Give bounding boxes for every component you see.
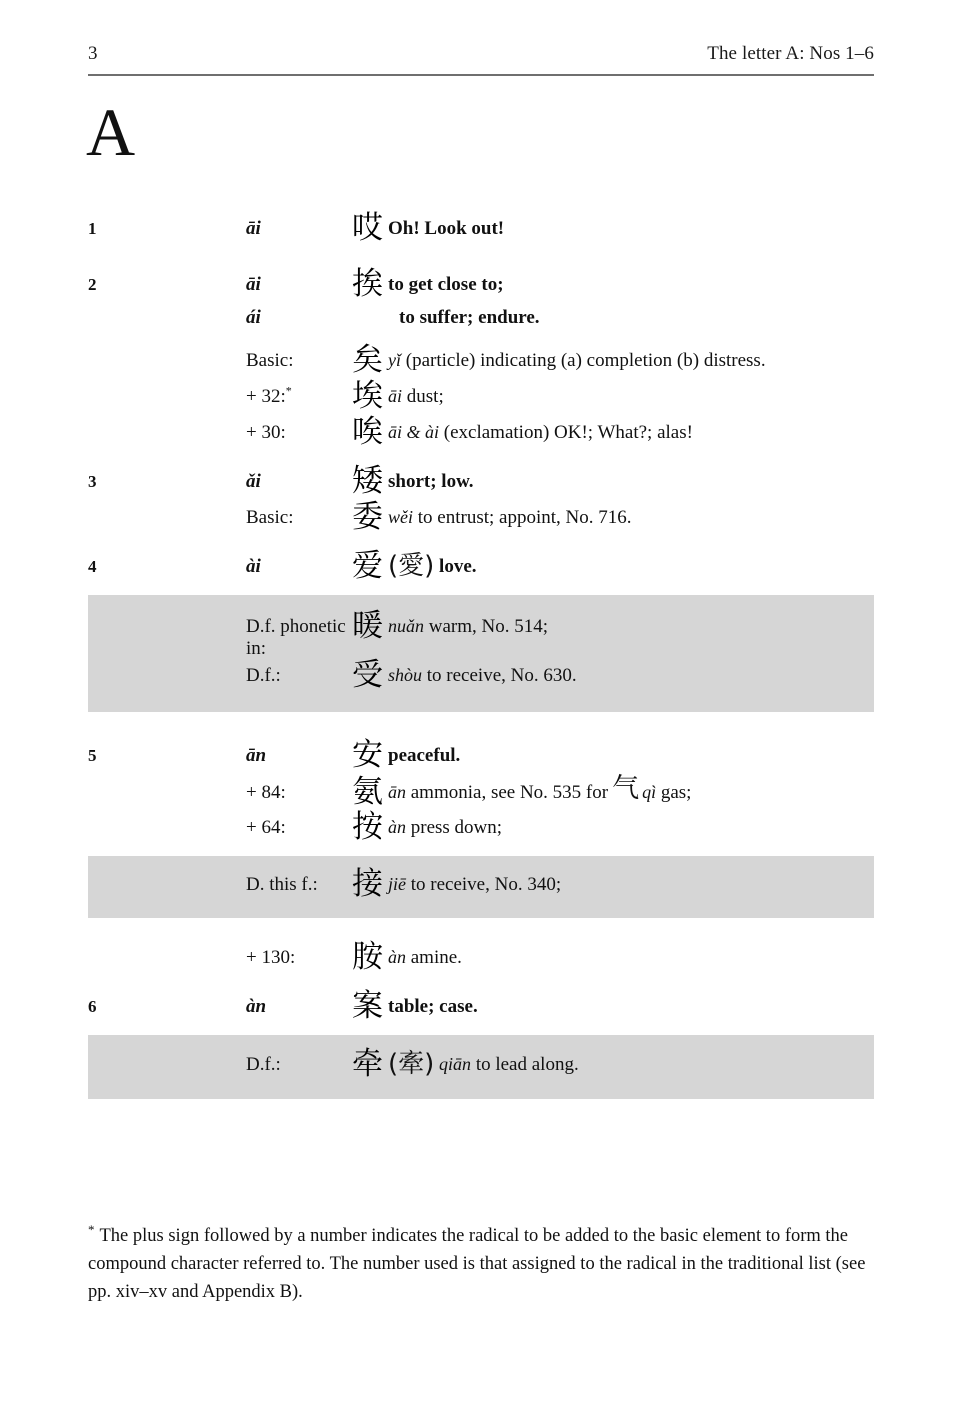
entry-5 [88, 737, 874, 848]
subrow-df [88, 657, 874, 696]
entry-gloss: table; case. [388, 996, 478, 1017]
footnote [88, 1222, 878, 1306]
han-character: 接 [352, 866, 383, 902]
subrow-gloss-text: to entrust; appoint, No. 716. [417, 507, 632, 528]
han-character: 埃 [352, 378, 383, 414]
spacer [0, 538, 960, 551]
entry-row [88, 463, 874, 502]
subrow-df-phonetic [88, 608, 874, 660]
han-character: 案 [352, 988, 383, 1024]
entry-row [88, 548, 874, 587]
subrow-pinyin: ān [388, 782, 406, 802]
shaded-note-block-2 [88, 856, 874, 918]
entry-definition [352, 210, 874, 246]
han-character: 哎 [352, 210, 383, 246]
subrow-definition [352, 414, 874, 450]
entry-definition [352, 463, 874, 499]
subrow-label: + 64: [246, 817, 286, 838]
footnote-marker-icon: * [285, 383, 292, 398]
spacer [0, 453, 960, 466]
entry-pinyin: àn [246, 996, 267, 1017]
subrow-radical-30 [88, 414, 874, 453]
footnote-text: The plus sign followed by a number indicates the radical to be added to the basic element to form the compound character referred to. The number used is that assigned to the radical in the traditional list (see pp. xiv–xv and Appendix B). [88, 1226, 866, 1302]
entry-number: 1 [88, 219, 97, 238]
subrow-gloss-text: to receive, No. 630. [426, 665, 577, 686]
subrow-gloss-before: ammonia, see No. 535 for [410, 782, 609, 803]
spacer [0, 732, 960, 740]
subrow-radical-84 [88, 773, 874, 812]
subrow-label: + 30: [246, 422, 286, 443]
entry-gloss: love. [439, 556, 477, 577]
han-traditional-variant: (牽) [388, 1049, 435, 1079]
spacer [0, 918, 960, 938]
han-character: 受 [352, 657, 383, 693]
han-character: 矮 [352, 463, 383, 499]
entry-row [88, 210, 874, 249]
subrow-pinyin: shòu [388, 665, 423, 685]
han-character: 按 [352, 809, 383, 845]
entry-number: 6 [88, 997, 97, 1016]
subrow-gloss-after: gas; [660, 782, 692, 803]
subrow-pinyin: jiē [388, 874, 406, 894]
subrow-radical-130 [88, 939, 874, 978]
subrow-pinyin: nuǎn [388, 616, 424, 636]
entry-5-subrow-130 [88, 939, 874, 978]
entry-pinyin: ài [246, 556, 261, 577]
subrow-gloss-text: (particle) indicating (a) completion (b) distress. [405, 350, 766, 371]
entry-pinyin: āi [246, 218, 261, 239]
entry-pinyin-alt: ái [246, 307, 261, 328]
han-character: 矣 [352, 342, 383, 378]
subrow-definition [352, 342, 874, 378]
subrow-label: + 130: [246, 947, 296, 968]
subrow-label: D.f. phonetic in: [246, 616, 346, 659]
subrow-pinyin: qiān [439, 1054, 472, 1074]
entry-row [88, 266, 874, 305]
entry-definition [352, 737, 874, 773]
han-character: 安 [352, 737, 383, 773]
entry-gloss: short; low. [388, 471, 474, 492]
entry-6 [88, 988, 874, 1027]
han-character: 牵 [352, 1046, 383, 1082]
subrow-d-this-f [88, 866, 874, 905]
spacer [0, 249, 960, 269]
shaded-note-block-1 [88, 595, 874, 712]
entry-row-continued [88, 305, 874, 337]
entry-gloss: Oh! Look out! [388, 218, 505, 239]
subrow-gloss-text: to lead along. [475, 1054, 579, 1075]
subrow-definition [352, 939, 874, 975]
han-character: 暖 [352, 608, 383, 644]
spacer [0, 587, 960, 595]
subrow-basic [88, 342, 874, 381]
han-character: 爱 [352, 548, 383, 584]
han-character-inline: 气 [612, 773, 640, 804]
entry-definition-alt [352, 305, 874, 331]
han-character: 氨 [352, 774, 383, 810]
entry-2 [88, 266, 874, 337]
subrow-gloss-text: press down; [410, 817, 503, 838]
entry-definition [352, 548, 874, 584]
entry-1 [88, 210, 874, 249]
page-number: 3 [88, 43, 98, 64]
subrow-label: Basic: [246, 350, 294, 371]
entry-3 [88, 463, 874, 538]
subrow-pinyin: āi & ài [388, 422, 440, 442]
subrow-definition [352, 499, 874, 535]
header-rule [88, 74, 874, 76]
letter-heading: A [86, 94, 136, 170]
entry-number: 4 [88, 557, 97, 576]
subrow-definition [352, 378, 874, 414]
entry-pinyin: ān [246, 745, 267, 766]
entry-pinyin: ǎi [246, 471, 261, 492]
subrow-definition [352, 1046, 874, 1082]
subrow-gloss-text: (exclamation) OK!; What?; alas! [443, 422, 693, 443]
entry-gloss: peaceful. [388, 745, 461, 766]
subrow-definition [352, 809, 874, 845]
entry-pinyin: āi [246, 274, 261, 295]
subrow-label: D.f.: [246, 1054, 281, 1075]
han-traditional-variant: (愛) [388, 551, 435, 581]
entry-row [88, 988, 874, 1027]
spacer [0, 337, 960, 345]
subrow-gloss-text: amine. [410, 947, 462, 968]
entry-gloss: to get close to; [388, 274, 504, 295]
subrow-label: Basic: [246, 507, 294, 528]
subrow-definition [352, 608, 874, 644]
subrow-radical-32 [88, 378, 874, 417]
subrow-label [167, 383, 352, 408]
han-character: 挨 [352, 266, 383, 302]
subrow-pinyin-inline: qì [642, 782, 657, 802]
subrow-definition [352, 773, 874, 810]
han-character: 唉 [352, 414, 383, 450]
subrow-gloss-text: to receive, No. 340; [410, 874, 562, 895]
han-character: 委 [352, 499, 383, 535]
entry-definition [352, 266, 874, 302]
entry-number: 2 [88, 275, 97, 294]
entry-2-subrows [88, 342, 874, 453]
subrow-definition [352, 866, 874, 902]
subrow-basic [88, 499, 874, 538]
shaded-note-block-3 [88, 1035, 874, 1099]
running-title: The letter A: Nos 1–6 [707, 43, 874, 64]
subrow-df [88, 1046, 874, 1085]
subrow-radical-64 [88, 809, 874, 848]
spacer [0, 712, 960, 732]
subrow-gloss-text: warm, No. 514; [428, 616, 549, 637]
subrow-pinyin: àn [388, 817, 406, 837]
entry-gloss-alt: to suffer; endure. [399, 307, 540, 328]
subrow-pinyin: wěi [388, 507, 413, 527]
entry-number: 5 [88, 746, 97, 765]
spacer [0, 848, 960, 856]
subrow-label-text: + 32: [246, 386, 286, 407]
spacer [0, 1027, 960, 1035]
subrow-label: D. this f.: [246, 874, 318, 895]
subrow-label: + 84: [246, 782, 286, 803]
entry-number: 3 [88, 472, 97, 491]
subrow-pinyin: àn [388, 947, 406, 967]
subrow-pinyin: yǐ [388, 350, 401, 370]
entry-list [0, 210, 960, 1099]
entry-definition [352, 988, 874, 1024]
entry-4 [88, 548, 874, 587]
subrow-definition [352, 657, 874, 693]
running-head [88, 42, 874, 72]
subrow-pinyin: āi [388, 386, 403, 406]
footnote-marker-icon: * [88, 1221, 95, 1237]
subrow-label: D.f.: [246, 665, 281, 686]
spacer [0, 978, 960, 991]
entry-row [88, 737, 874, 776]
han-character: 胺 [352, 939, 383, 975]
subrow-gloss-text: dust; [406, 386, 444, 407]
